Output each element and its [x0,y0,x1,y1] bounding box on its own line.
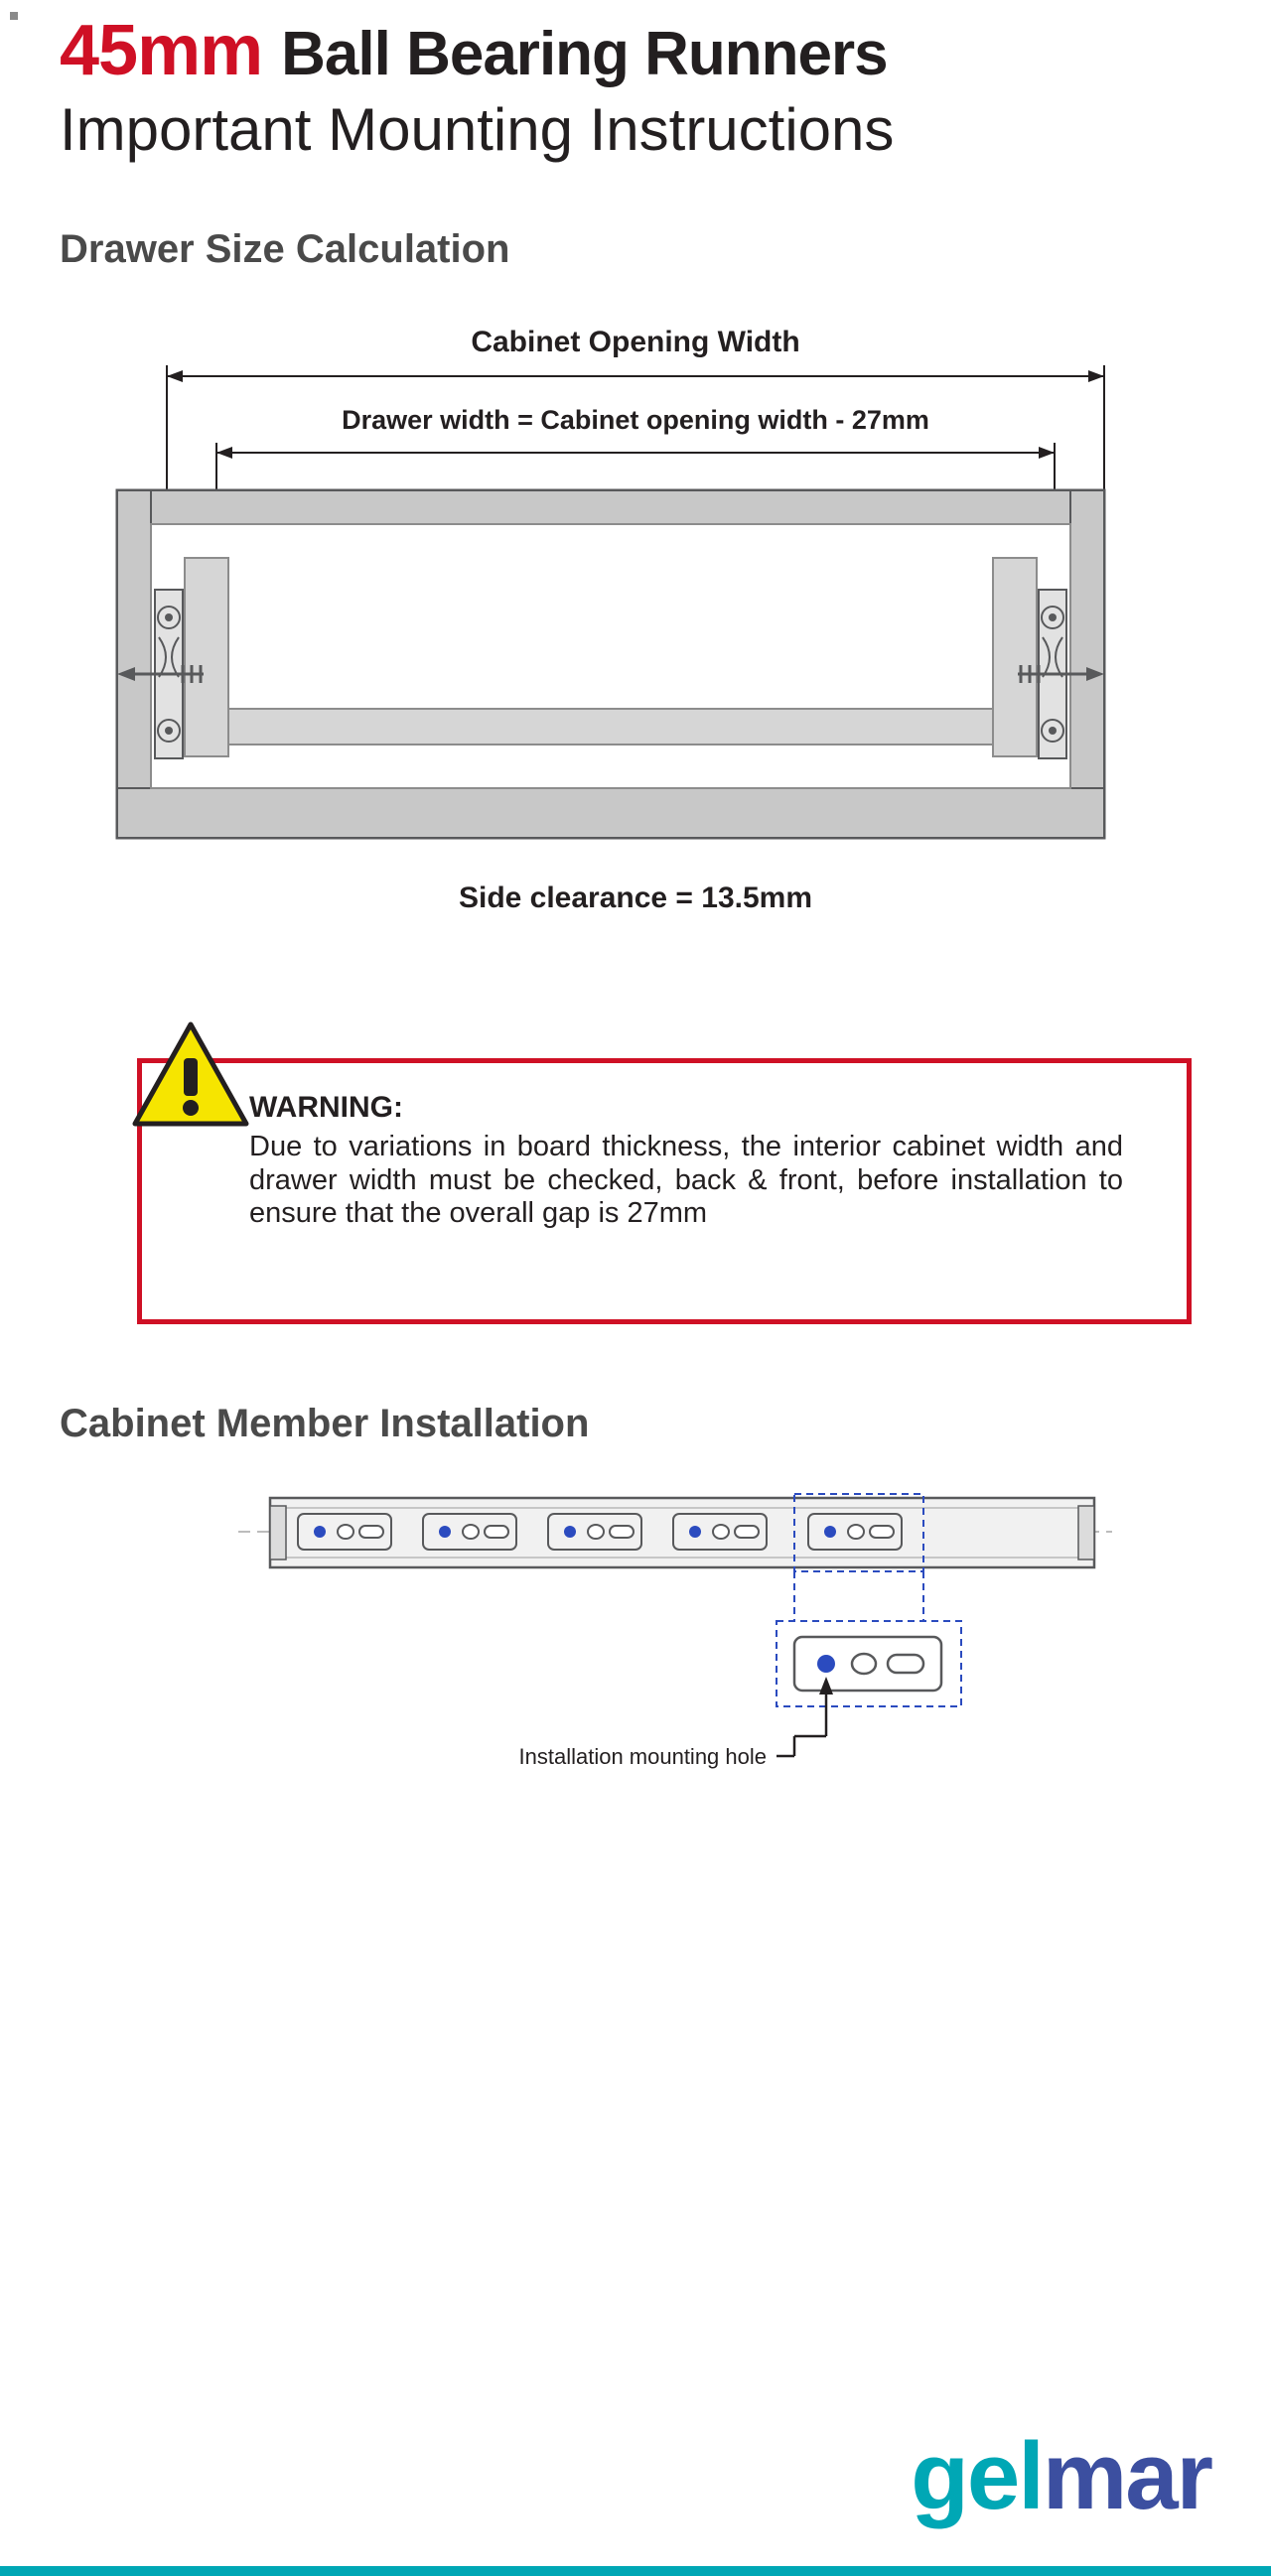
installation-mounting-hole [817,1655,835,1673]
page-title [60,11,1211,90]
runner-body [270,1498,1094,1567]
logo-text-mar: mar [1042,2423,1211,2529]
bottom-accent-bar [0,2566,1271,2576]
cabinet-member-diagram [60,1470,1211,1798]
installation-mounting-hole-label: Installation mounting hole [518,1743,767,1769]
cabinet-opening-width-label: Cabinet Opening Width [471,325,800,358]
side-clearance-label: Side clearance = 13.5mm [458,881,813,914]
warning-box [137,1058,1192,1324]
title-size: 45mm [60,11,263,90]
mounting-hole-detail [777,1621,961,1706]
drawer-box [151,524,1070,788]
warning-title: WARNING: [249,1090,403,1124]
section-heading-cabinet-member: Cabinet Member Installation [60,1401,590,1445]
drawer-size-diagram [60,302,1211,977]
brand-logo [911,2423,1211,2529]
zoom-connector [794,1571,923,1621]
warning-text: Due to variations in board thickness, the interior cabinet width and drawer width must be checked, back & front, before installation to ensure that the overall gap is 27mm [249,1130,1123,1230]
page-subtitle: Important Mounting Instructions [60,95,895,163]
warning-section [60,1020,1211,1338]
title-block [60,0,1211,164]
corner-registration-mark [10,12,18,20]
section-heading-drawer-size: Drawer Size Calculation [60,226,510,271]
logo-text-gel: gel [911,2423,1043,2529]
warning-triangle-icon [131,1020,250,1130]
title-product: Ball Bearing Runners [281,20,888,88]
drawer-width-formula-label: Drawer width = Cabinet opening width - 27mm [342,404,929,435]
